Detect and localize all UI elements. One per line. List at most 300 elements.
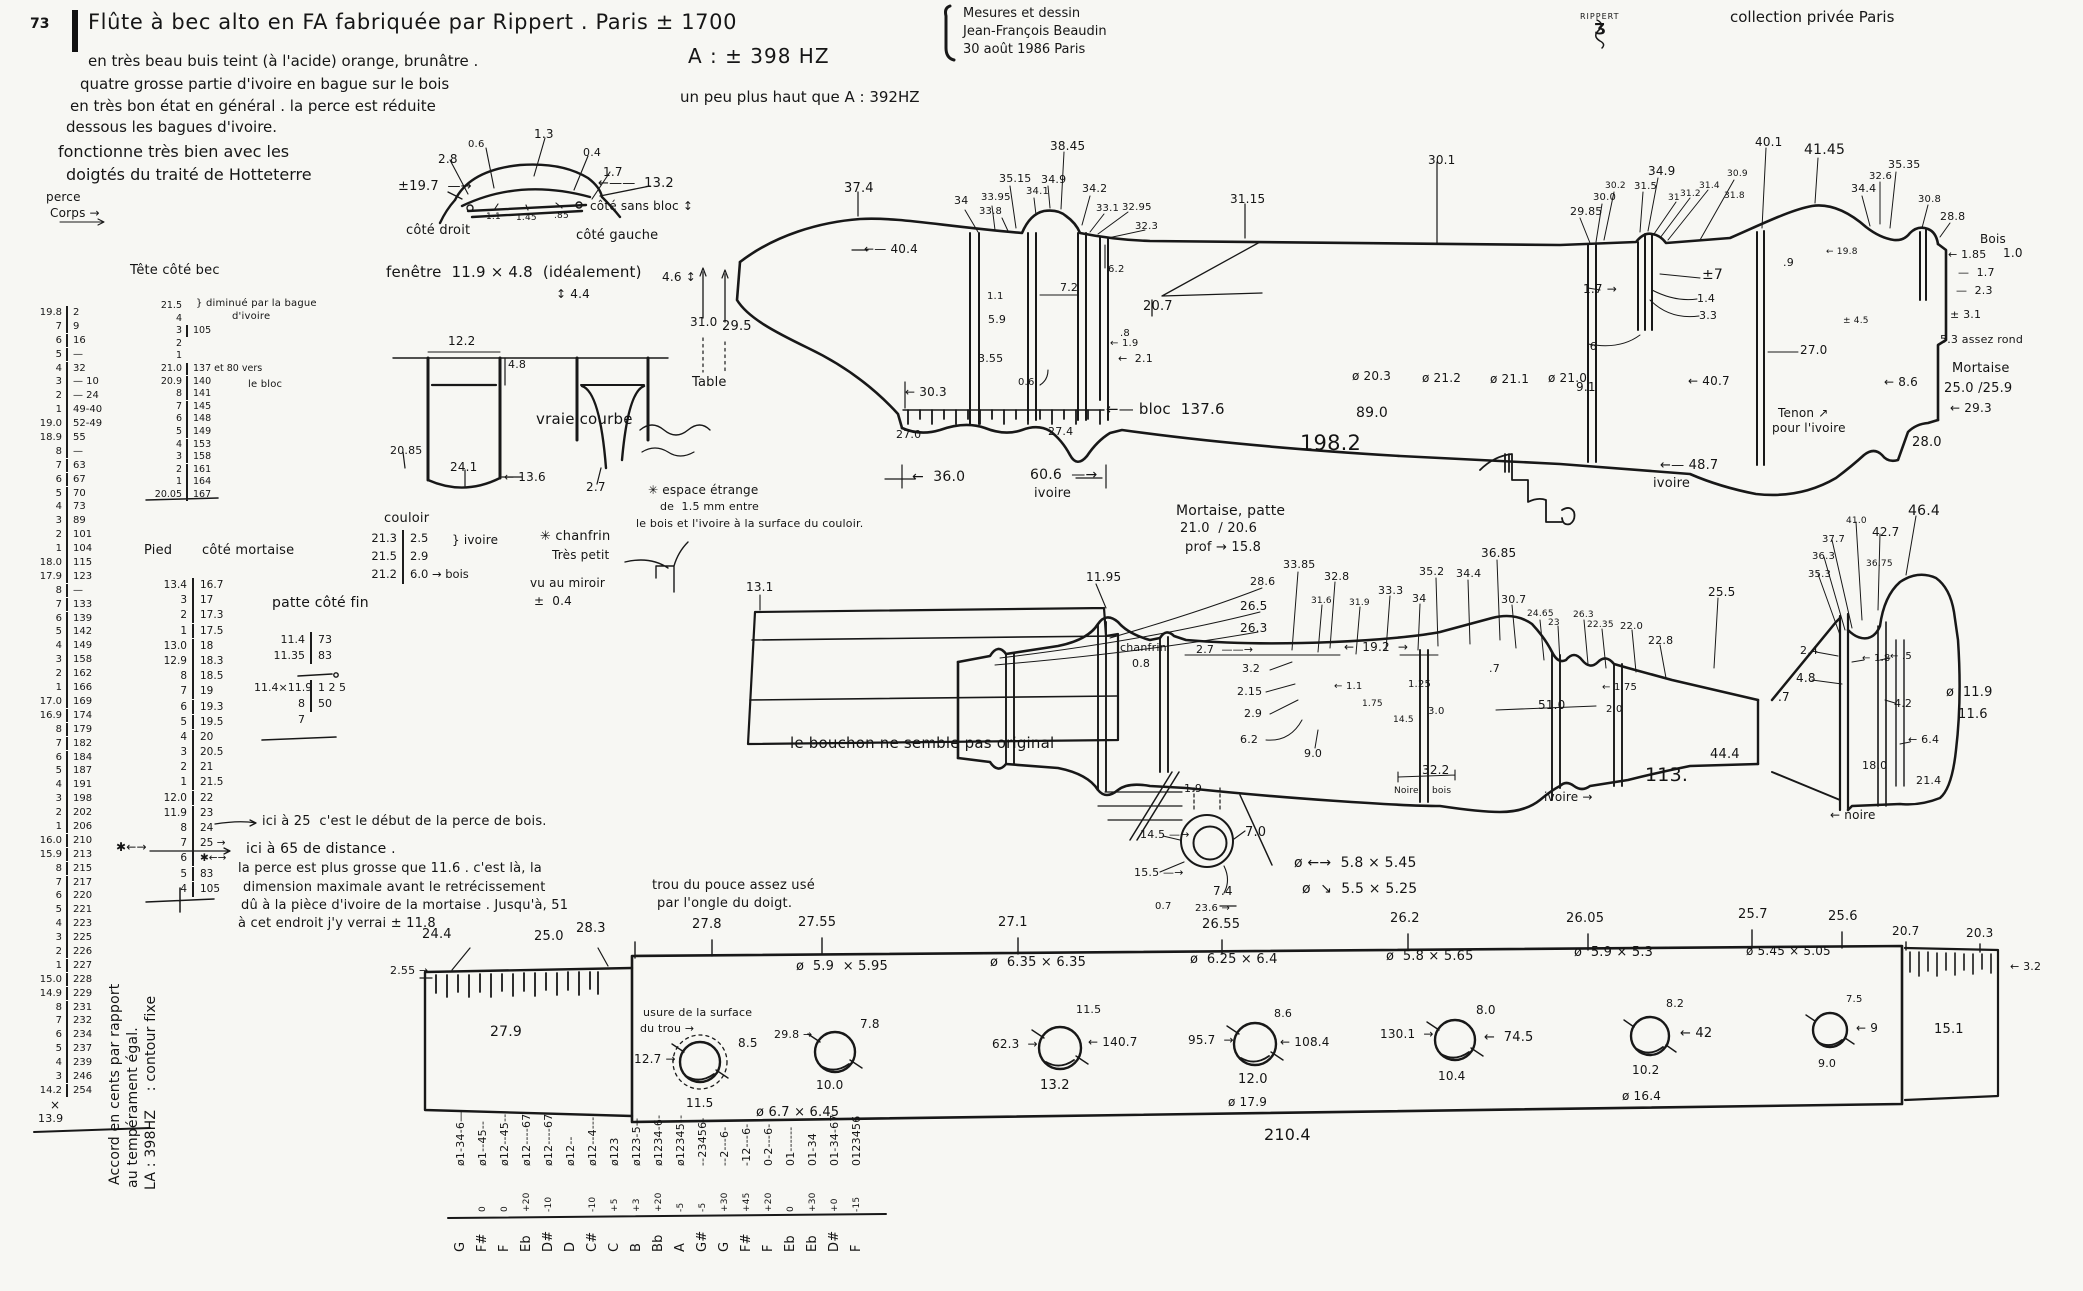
table-cell: 1	[55, 404, 62, 416]
annotation-label: trou du pouce assez usé	[652, 878, 815, 893]
table-row	[28, 403, 112, 417]
table-cell: 21.5	[192, 775, 236, 790]
table-row	[146, 821, 236, 836]
table-cell: 158	[66, 653, 112, 667]
note-name: Eb	[783, 1235, 798, 1252]
annotation-label: 35.35	[1888, 158, 1921, 171]
annotation-label: ← 1.9	[1110, 338, 1139, 349]
annotation-label: 30.9	[1727, 169, 1748, 179]
annotation-label: 33.8	[979, 206, 1003, 217]
cents-deviation: -10	[588, 1196, 598, 1212]
description-line: quatre grosse partie d'ivoire en bague sur le bois	[80, 75, 450, 93]
annotation-label: 34.4	[1456, 567, 1482, 580]
table-cell: 139	[66, 612, 112, 626]
annotation-label: dû à la pièce d'ivoire de la mortaise . Jusqu'à, 51	[241, 898, 569, 913]
annotation-label: Table	[692, 375, 727, 390]
table-cell: 137 et 80 vers	[186, 363, 262, 375]
annotation-label: ←— bloc 137.6	[1106, 400, 1225, 418]
table-cell: 3	[55, 654, 62, 666]
annotation-label: 27.0	[896, 428, 922, 441]
annotation-label: 7.4	[1213, 884, 1233, 898]
credit-line: Jean-François Beaudin	[963, 24, 1107, 39]
annotation-label: 1.1	[486, 212, 501, 222]
table-cell: 220	[66, 889, 112, 903]
annotation-label: d'ivoire	[232, 311, 271, 322]
table-row	[28, 348, 112, 362]
annotation-label: 12.2	[448, 334, 476, 348]
annotation-label: 24.4	[422, 927, 452, 942]
annotation-label: 37.4	[844, 181, 874, 196]
annotation-label: 27.4	[1048, 425, 1074, 438]
annotation-label: 46.4	[1908, 503, 1940, 519]
note-name: C	[607, 1242, 622, 1252]
table-cell: 4	[180, 882, 187, 895]
annotation-label: ✳ chanfrin	[540, 529, 611, 544]
table-cell: 8	[55, 1001, 62, 1013]
table-row	[28, 709, 112, 723]
collection-note: collection privée Paris	[1730, 8, 1895, 26]
annotation-label: 31.9	[1349, 598, 1370, 608]
annotation-label: ← 30.3	[905, 385, 947, 399]
table-cell: 16.0	[39, 834, 62, 846]
cents-deviation: -15	[852, 1196, 862, 1212]
table-row	[28, 417, 112, 431]
table-cell: 226	[66, 945, 112, 959]
annotation-label: ✱←→	[116, 840, 147, 854]
table-cell: 254	[66, 1084, 112, 1098]
annotation-label: 27.9	[490, 1024, 522, 1040]
table-row	[146, 867, 236, 882]
table-cell: 246	[66, 1070, 112, 1084]
table-cell: 105	[192, 882, 236, 897]
table-cell: 15.0	[39, 973, 62, 985]
annotation-label: 29.5	[722, 319, 752, 334]
table-cell: 49-40	[66, 403, 112, 417]
table-cell: 4	[55, 501, 62, 513]
table-row	[148, 376, 262, 389]
table-cell: —	[66, 348, 112, 362]
table-row	[148, 350, 262, 363]
catalog-bracket	[72, 10, 78, 52]
table-cell: 6	[55, 1029, 62, 1041]
fingering-string: 01-34	[806, 1133, 819, 1166]
annotation-label: bois	[1432, 786, 1452, 796]
annotation-label: ← 1.75	[1602, 682, 1638, 693]
table-perce-corps	[28, 306, 112, 1098]
table-cell: 149	[186, 426, 226, 438]
table-cell: 161	[186, 464, 226, 476]
table-cell: 6	[55, 612, 62, 624]
annotation-label: 8.2	[1666, 997, 1685, 1010]
fingering-string: ø12--45--	[498, 1113, 511, 1166]
annotation-label: ← 40.7	[1688, 374, 1730, 388]
annotation-label: 30.7	[1501, 593, 1527, 606]
cents-deviation: +0	[830, 1198, 840, 1212]
table-cell: 25 →	[192, 836, 236, 851]
annotation-label: 27.8	[692, 917, 722, 932]
annotation-label: .8	[1120, 328, 1130, 339]
annotation-label: Pied	[144, 543, 173, 558]
annotation-label: 27.55	[798, 915, 837, 930]
table-cell: —	[66, 584, 112, 598]
table-cell: 2	[180, 609, 187, 622]
annotation-label: ← 19.8	[1826, 247, 1858, 257]
table-cell: 17.9	[39, 570, 62, 582]
table-cell: 164	[186, 476, 226, 488]
table-row	[148, 451, 262, 464]
table-cell: 7	[55, 320, 62, 332]
table-cell: 231	[66, 1001, 112, 1015]
annotation-label: 4.2	[1894, 697, 1913, 710]
annotation-label: Mortaise	[1952, 361, 2010, 376]
annotation-label: prof → 15.8	[1185, 540, 1262, 555]
annotation-label: ø 21.1	[1490, 372, 1530, 386]
table-row	[28, 375, 112, 389]
annotation-label: 20.85	[390, 444, 423, 457]
table-cell: 11.9	[163, 806, 187, 819]
table-cell: 202	[66, 806, 112, 820]
annotation-label: ø 6.7 × 6.45	[756, 1105, 840, 1120]
cents-deviation: -5	[676, 1202, 686, 1212]
annotation-label: vraie courbe	[536, 410, 633, 428]
note-name: A	[673, 1242, 688, 1252]
table-row	[28, 514, 112, 528]
table-cell: 141	[186, 388, 226, 400]
table-cell: 8	[175, 388, 182, 400]
cents-deviation: +20	[522, 1192, 532, 1212]
annotation-label: ø 16.4	[1622, 1089, 1662, 1103]
annotation-label: 62.3 →	[992, 1037, 1038, 1051]
annotation-label: 35.15	[999, 172, 1032, 185]
table-cell: 237	[66, 1042, 112, 1056]
table-cell: 3	[175, 451, 182, 463]
table-cell: 1	[175, 476, 182, 488]
cents-deviation: 0	[786, 1206, 796, 1212]
annotation-label: 34	[1412, 592, 1427, 605]
annotation-label: 41.0	[1846, 516, 1867, 526]
annotation-label: ← 19.2 →	[1344, 640, 1409, 654]
annotation-label: 11.95	[1086, 570, 1122, 584]
table-cell: 7	[55, 737, 62, 749]
table-row	[28, 1014, 112, 1028]
annotation-label: la perce est plus grosse que 11.6 . c'est là, la	[238, 861, 542, 876]
table-row	[28, 945, 112, 959]
annotation-label: ← 13.6	[504, 470, 546, 484]
annotation-label: 1.3	[534, 127, 554, 141]
table-row	[28, 903, 112, 917]
table-cell: 18.5	[192, 669, 236, 684]
table-row	[28, 334, 112, 348]
table-row	[146, 669, 236, 684]
table-cell: 182	[66, 737, 112, 751]
annotation-label: 36.3	[1812, 551, 1836, 562]
annotation-label: 33.95	[981, 192, 1011, 203]
annotation-label: 11.5	[686, 1096, 714, 1110]
annotation-label: 8.6	[1274, 1007, 1293, 1020]
table-cell: 15.9	[39, 848, 62, 860]
table-cell: 3	[55, 376, 62, 388]
annotation-label: ← noire	[1830, 808, 1876, 822]
table-cell: 115	[66, 556, 112, 570]
bouchon-block	[748, 584, 1118, 744]
table-cell: 7	[55, 1015, 62, 1027]
fingering-string: --2---6-	[718, 1126, 731, 1166]
annotation-label: 44.4	[1710, 747, 1740, 762]
table-cell: 8	[298, 697, 305, 710]
annotation-label: côté mortaise	[202, 543, 295, 558]
annotation-label: perce	[46, 190, 81, 204]
table-cell: 50	[310, 696, 344, 712]
table-row	[254, 696, 346, 712]
table-cell: 6	[55, 890, 62, 902]
annotation-label: 1.75	[1362, 699, 1383, 709]
table-cell: 17.3	[192, 608, 236, 623]
table-row	[28, 1042, 112, 1056]
annotation-label: à cet endroit j'y verrai ± 11.8	[238, 916, 436, 931]
fingering-string: ø123-5--	[630, 1117, 643, 1166]
table-cell: 223	[66, 917, 112, 931]
annotation-label: 0.4	[583, 146, 602, 159]
table-cell: 1	[180, 776, 187, 789]
table-cell: 105	[186, 325, 226, 337]
annotation-label: 30.0	[1593, 192, 1617, 203]
table-cell: 2	[55, 807, 62, 819]
table-cell: 6	[180, 700, 187, 713]
annotation-label: ø 21.0	[1548, 371, 1588, 385]
annotation-label: 22.35	[1587, 620, 1614, 630]
table-cell: 3	[180, 594, 187, 607]
annotation-label: 31.5	[1634, 181, 1658, 192]
table-cell: 4	[55, 1057, 62, 1069]
table-cell: 166	[66, 681, 112, 695]
table-cell: 215	[66, 862, 112, 876]
annotation-label: 27.1	[998, 915, 1028, 930]
annotation-label: .9	[1783, 256, 1794, 269]
annotation-label: par l'ongle du doigt.	[657, 896, 793, 911]
note-name: F#	[739, 1233, 754, 1252]
table-cell: 16	[66, 334, 112, 348]
annotation-label: 35.3	[1808, 569, 1832, 580]
table-cell: 19.8	[39, 307, 62, 318]
table-cell: 229	[66, 987, 112, 1001]
annotation-label: 7.2	[1060, 281, 1079, 294]
annotation-label: ø 5.9 × 5.3	[1574, 945, 1654, 960]
table-row	[28, 987, 112, 1001]
table-cell: 225	[66, 931, 112, 945]
table-cell: 16.9	[39, 709, 62, 721]
table-cell: 174	[66, 709, 112, 723]
annotation-label: — 2.3	[1956, 284, 1993, 297]
table-cell: 21.5	[160, 300, 182, 311]
annotation-label: ø 11.9	[1946, 685, 1993, 700]
annotation-label: 60.6 —→	[1030, 467, 1098, 483]
table-cell: 6	[55, 473, 62, 485]
annotation-label: Tenon ↗	[1778, 406, 1829, 420]
table-cell: 2	[175, 463, 182, 475]
table-row	[254, 632, 346, 648]
annotation-label: 8.5	[738, 1036, 758, 1050]
annotation-label: 0.7	[1155, 901, 1172, 912]
table-cell: 7	[55, 876, 62, 888]
table-row	[28, 695, 112, 709]
table-row	[28, 1001, 112, 1015]
cents-deviation: -10	[544, 1196, 554, 1212]
table-cell: 1	[175, 350, 182, 362]
cents-deviation: +45	[742, 1192, 752, 1212]
annotation-label: 14.5	[1393, 715, 1414, 725]
table-row	[28, 639, 112, 653]
annotation-label: 1.9	[1184, 782, 1203, 795]
table-row	[28, 459, 112, 473]
note-name: Eb	[805, 1235, 820, 1252]
annotation-label: du trou →	[640, 1022, 695, 1035]
annotation-label: .7	[1778, 690, 1790, 704]
annotation-label: 22.8	[1648, 634, 1674, 647]
table-row	[28, 834, 112, 848]
cents-deviation: 0	[500, 1206, 510, 1212]
table-cell: 239	[66, 1056, 112, 1070]
table-cell: 3	[55, 932, 62, 944]
table-row	[28, 612, 112, 626]
vraie-courbe-squiggle	[640, 425, 710, 435]
table-cell: 149	[66, 639, 112, 653]
table-cell: 4	[55, 362, 62, 374]
annotation-label: 4.6 ↕	[662, 270, 696, 284]
table-row	[28, 362, 112, 376]
annotation-label: 33.85	[1283, 558, 1316, 571]
annotation-label: 1.1	[987, 291, 1004, 302]
table-row	[28, 876, 112, 890]
annotation-label: ±7	[1702, 267, 1724, 283]
table-cell: 140	[186, 376, 226, 388]
annotation-label: — 1.7	[1958, 266, 1995, 279]
annotation-label: 18.0	[1862, 759, 1888, 772]
annotation-label: 26.55	[1202, 917, 1241, 932]
table-cell: 4	[55, 779, 62, 791]
table-row	[148, 476, 262, 489]
table-cell: 1	[55, 682, 62, 694]
annotation-label: 31.6	[1311, 596, 1332, 606]
annotation-label: 5.3 assez rond	[1940, 333, 2023, 346]
annotation-label: 11.6	[1958, 707, 1988, 722]
annotation-label: 2.7 ——→	[1196, 643, 1254, 656]
annotation-label: ici à 65 de distance .	[246, 841, 396, 857]
table-cell: 21.2	[371, 567, 397, 581]
credit-line: Mesures et dessin	[963, 6, 1081, 21]
annotation-label: 10.4	[1438, 1069, 1466, 1083]
table-cell: 145	[186, 401, 226, 413]
table-cell: 6	[55, 751, 62, 763]
annotation-label: 32.8	[1324, 570, 1350, 583]
annotation-label: 34.9	[1041, 173, 1067, 186]
table-cell: 73	[310, 632, 344, 648]
annotation-label: 31.2	[1680, 189, 1701, 199]
annotation-label: 10.2	[1632, 1063, 1660, 1077]
annotation-label: 113.	[1645, 764, 1689, 786]
note-name: F	[849, 1244, 864, 1252]
table-row	[28, 542, 112, 556]
annotation-label: 21.0 / 20.6	[1180, 521, 1258, 536]
annotation-label: 25.0	[534, 929, 564, 944]
table-cell: 5	[55, 765, 62, 777]
table-row	[28, 917, 112, 931]
annotation-label: 31	[1668, 193, 1680, 203]
catalog-number: 73	[30, 16, 50, 32]
annotation-label: 13.1	[746, 580, 774, 594]
table-cell: 19.5	[192, 715, 236, 730]
table-cell: 55	[66, 431, 112, 445]
annotation-label: 1.45	[516, 213, 537, 223]
description-line: doigtés du traité de Hotteterre	[66, 165, 312, 184]
annotation-label: ø 5.45 × 5.05	[1746, 944, 1831, 958]
table-cell: 228	[66, 973, 112, 987]
table-row	[28, 500, 112, 514]
table-cell: 17.5	[192, 624, 236, 639]
table-cell: 7	[180, 837, 187, 850]
annotation-label: Mortaise, patte	[1176, 503, 1286, 519]
table-row	[28, 1056, 112, 1070]
table-cell: 3	[55, 793, 62, 805]
table-row	[254, 712, 346, 728]
annotation-label: 33.3	[1378, 584, 1404, 597]
table-cell: 153	[186, 439, 226, 451]
annotation-label: 5.9	[988, 313, 1007, 326]
annotation-label: 51.0	[1538, 698, 1566, 712]
fingering-string: ø123	[608, 1137, 621, 1166]
annotation-label: Très petit	[552, 548, 610, 562]
table-row	[148, 413, 262, 426]
table-cell: 73	[66, 500, 112, 514]
annotation-label: fenêtre 11.9 × 4.8 (idéalement)	[386, 263, 642, 281]
fingering-string: ø1-34-6—	[454, 1110, 467, 1166]
table-row	[148, 338, 262, 351]
table-cell: 67	[66, 473, 112, 487]
table-row	[146, 791, 236, 806]
annotation-label: le bloc	[248, 379, 283, 390]
maker-stamp-mark: Ʒ	[1594, 20, 1606, 38]
table-cell: 17	[192, 593, 236, 608]
note-name: F	[761, 1244, 776, 1252]
table-cell: 21.3	[371, 531, 397, 545]
annotation-label: 1.7	[603, 165, 623, 179]
fingering-string: ø1--45--	[476, 1120, 489, 1166]
left-end-box	[425, 968, 632, 1116]
annotation-label: 36.75	[1866, 559, 1893, 569]
table-row	[146, 639, 236, 654]
annotation-label: 26.5	[1240, 599, 1268, 613]
table-row	[146, 715, 236, 730]
annotation-label: 28.6	[1250, 575, 1276, 588]
table-cell: 3	[175, 325, 182, 337]
annotation-label: côté sans bloc ↕	[590, 199, 694, 213]
annotation-label: 34.1	[1026, 186, 1050, 197]
pitch-label: A : ± 398 HZ	[688, 44, 830, 68]
annotation-label: 3.55	[978, 352, 1004, 365]
annotation-label: 30.1	[1428, 153, 1456, 167]
table-cell: 5	[175, 425, 182, 437]
annotation-label: 9.1	[1576, 380, 1596, 394]
annotation-label: 31.8	[1724, 191, 1745, 201]
annotation-label: Noire	[1394, 786, 1419, 796]
table-cell: 8	[55, 862, 62, 874]
table-tete-cote-bec	[148, 300, 262, 502]
table-row	[146, 654, 236, 669]
table-cell: 179	[66, 723, 112, 737]
table-cell: 14.2	[39, 1084, 62, 1096]
table-cell: 217	[66, 876, 112, 890]
annotation-label: ← 74.5	[1484, 1030, 1534, 1045]
table-cell: 1	[55, 959, 62, 971]
